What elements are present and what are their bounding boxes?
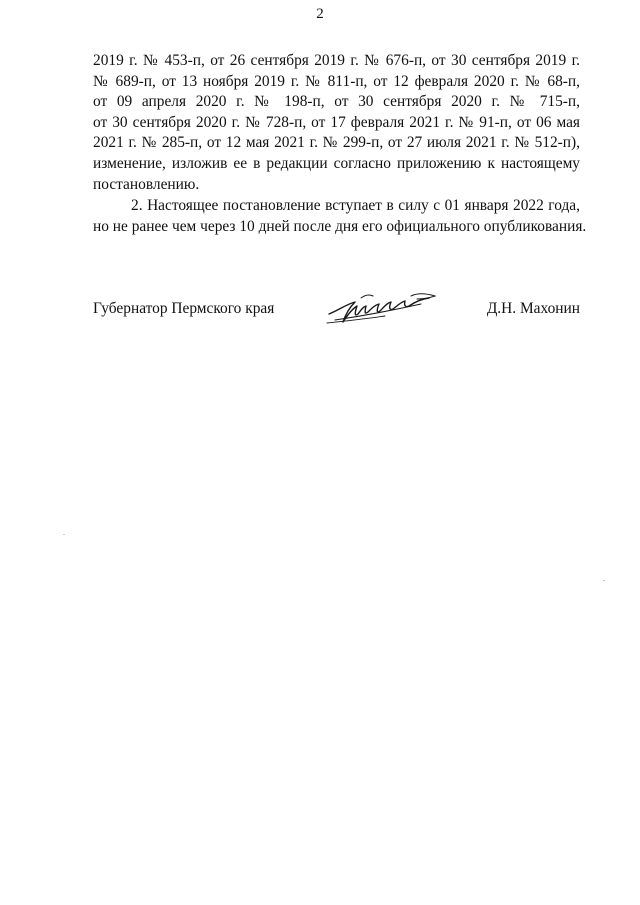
paragraph-2	[93, 196, 587, 237]
page-number: 2	[316, 6, 324, 22]
scan-artifact	[63, 534, 65, 535]
paragraph-1-line: от 30 сентября 2020 г. № 728-п, от 17 февраля 2021 г. № 91-п, от 06 мая	[93, 113, 580, 131]
paragraph-2-line: 2. Настоящее постановление вступает в силу с 01 января 2022 года,	[131, 197, 580, 214]
paragraph-1-line: изменение, изложив ее в редакции согласно приложению к настоящему	[93, 154, 580, 172]
paragraph-1-line: от 09 апреля 2020 г. № 198-п, от 30 сентября 2020 г. № 715-п,	[93, 93, 580, 111]
paragraph-1	[93, 51, 580, 195]
signature-block	[93, 300, 580, 330]
paragraph-2-line: но не ранее чем через 10 дней после дня его официального опубликования.	[93, 217, 587, 235]
paragraph-1-line: 2021 г. № 285-п, от 12 мая 2021 г. № 299-п, от 27 июля 2021 г. № 512-п),	[93, 134, 580, 152]
signer-name: Д.Н. Махонин	[486, 300, 580, 317]
signer-title: Губернатор Пермского края	[93, 300, 275, 317]
paragraph-1-line: постановлению.	[93, 175, 200, 193]
handwritten-signature	[325, 290, 445, 330]
scan-artifact	[603, 580, 605, 581]
paragraph-1-line: 2019 г. № 453-п, от 26 сентября 2019 г. № 676-п, от 30 сентября 2019 г.	[93, 52, 580, 69]
paragraph-1-line: № 689-п, от 13 ноября 2019 г. № 811-п, от 12 февраля 2020 г. № 68-п,	[93, 72, 580, 90]
